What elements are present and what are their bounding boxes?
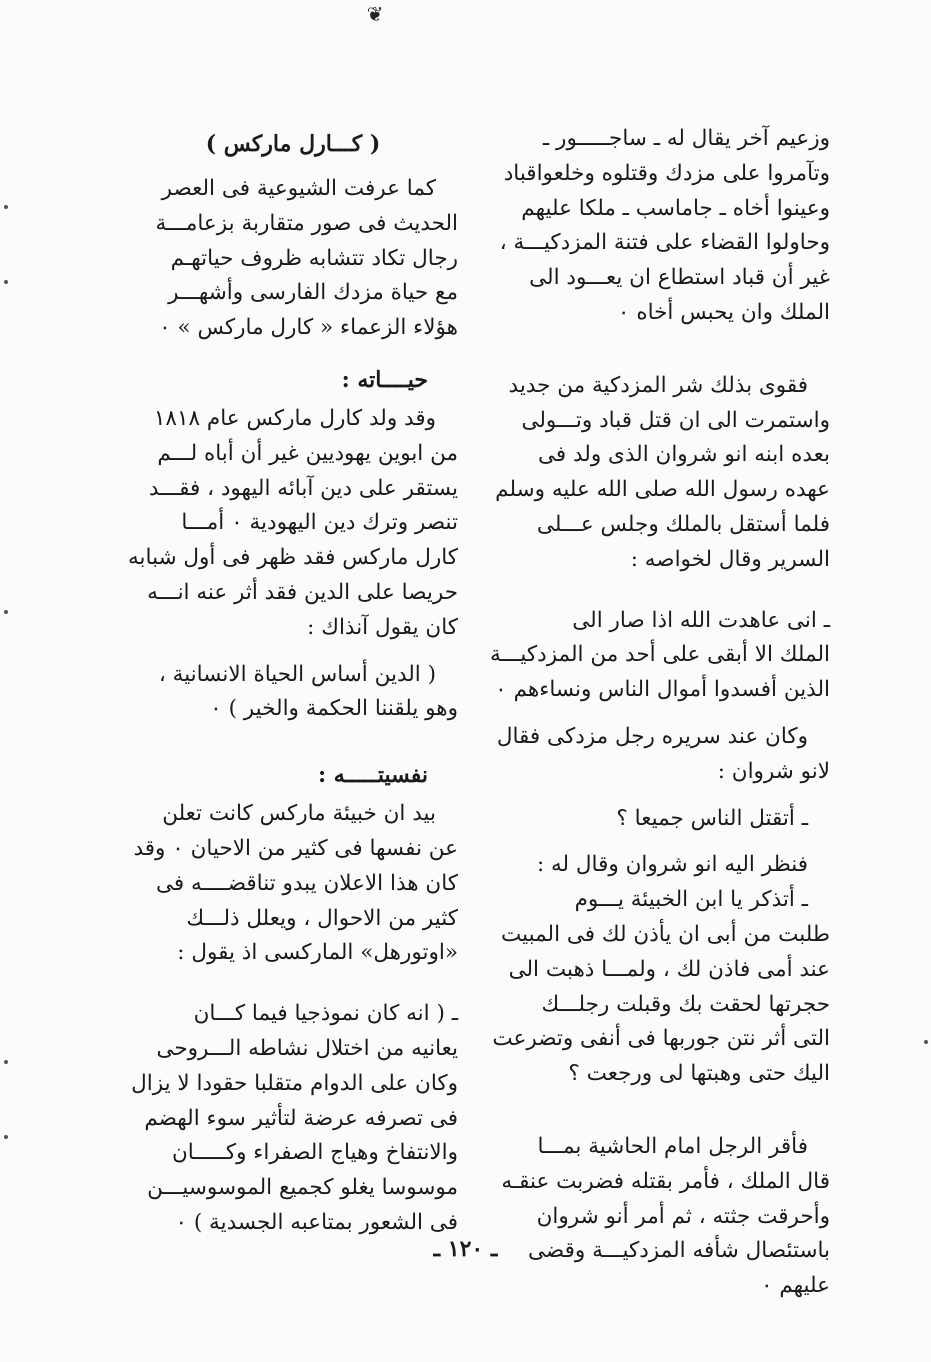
- text-line: بيد ان خبيئة ماركس كانت تعلن: [162, 801, 436, 827]
- text-line: الذين أفسدوا أموال الناس ونساءهم ٠: [495, 677, 830, 703]
- text-line: كثير من الاحوال ، ويعلل ذلـــك: [186, 905, 458, 931]
- text-line: حريصا على الدين فقد أثر عنه انـــه: [147, 579, 458, 605]
- text-line: يعانيه من اختلال نشاطه الـــروحى: [156, 1035, 458, 1061]
- quote: [128, 658, 458, 728]
- text-line: وتآمروا على مزدك وقتلوه وخلعواقباد: [503, 160, 830, 186]
- quote: [128, 997, 458, 1241]
- text-line: يستقر على دين آبائه اليهود ، فقـــد: [148, 475, 458, 501]
- text-line: واستمرت الى ان قتل قباد وتـــولى: [521, 407, 830, 433]
- paragraph: [495, 369, 830, 578]
- text-line: فأقر الرجل امام الحاشية بمـــا: [537, 1133, 808, 1159]
- text-line: ـ انى عاهدت الله اذا صار الى: [572, 607, 830, 633]
- text-line: عليهم ٠: [760, 1273, 830, 1299]
- text-line: الملك الا أبقى على أحد من المزدكيـــة: [489, 642, 830, 668]
- text-line: قال الملك ، فأمر بقتله فضربت عنقـه: [501, 1168, 830, 1194]
- section-heading: حيــــاته :: [341, 366, 428, 393]
- text-line: اليك حتى وهبتها لى ورجعت ؟: [568, 1061, 830, 1087]
- margin-dot: [4, 280, 8, 284]
- text-line: ( الدين أساس الحياة الانسانية ،: [158, 661, 436, 687]
- page-number: ـ ١٢٠ ـ: [433, 1236, 498, 1262]
- text-line: ـ ( انه كان نموذجيا فيما كـــان: [193, 1001, 458, 1027]
- text-line: وقد ولد كارل ماركس عام ١٨١٨: [153, 405, 436, 431]
- paragraph: [128, 172, 458, 346]
- paragraph: [502, 1130, 830, 1304]
- section-heading: نفسيتـــــه :: [318, 762, 428, 789]
- text-line: التى أثر نتن جوربها فى أنفى وتضرعت: [492, 1026, 830, 1052]
- paragraph: [496, 720, 830, 790]
- text-line: رجال تكاد تتشابه ظروف حياتهـم: [170, 245, 458, 271]
- text-line: ـ أتذكر يا ابن الخبيئة يـــوم: [574, 887, 808, 913]
- paragraph: [128, 797, 458, 971]
- margin-dot: [4, 610, 8, 614]
- text-line: كما عرفت الشيوعية فى العصر: [161, 176, 436, 201]
- ornament-icon: ❦: [366, 2, 384, 26]
- text-line: وكان على الدوام متقلبا حقودا لا يزال: [131, 1070, 458, 1096]
- right-column: [489, 122, 830, 1304]
- text-line: هؤلاء الزعماء « كارل ماركس » ٠: [159, 315, 458, 341]
- text-line: عهده رسول الله صلى الله عليه وسلم: [495, 477, 830, 503]
- text-line: الملك وان يحبس أخاه ٠: [617, 299, 830, 325]
- text-line: موسوسا يغلو كجميع الموسوسيـــن: [147, 1175, 458, 1201]
- paragraph: [492, 883, 830, 1092]
- text-line: تنصر وترك دين اليهودية ٠ أمـــا: [181, 510, 458, 536]
- text-line: فى الشعور بمتاعبه الجسدية ) ٠: [175, 1209, 458, 1235]
- text-line: باستئصال شأفه المزدكيـــة وقضى: [528, 1238, 830, 1264]
- text-line: فلما أستقل بالملك وجلس عـــلى: [536, 511, 830, 537]
- text-line: «اوتورهل» الماركسى اذ يقول :: [177, 940, 458, 966]
- text-line: وهو يلقننا الحكمة والخير ) ٠: [210, 696, 458, 722]
- margin-dot: [4, 205, 8, 209]
- paragraph: [499, 122, 830, 331]
- text-line: حجرتها لحقت بك وقبلت رجلـــك: [541, 991, 830, 1017]
- text-line: طلبت من أبى ان يأذن لك فى المبيت: [501, 921, 830, 947]
- text-line: السرير وقال لخواصه :: [630, 546, 830, 572]
- margin-dot: [924, 1040, 928, 1044]
- paragraph: [502, 802, 830, 837]
- paragraph: [489, 604, 830, 708]
- margin-dot: [4, 1060, 8, 1064]
- text-line: لانو شروان :: [717, 758, 830, 784]
- text-line: وكان عند سريره رجل مزدكى فقال: [496, 723, 808, 749]
- text-line: وزعيم آخر يقال له ـ ساجـــــور ـ: [542, 126, 830, 151]
- paragraph: [128, 402, 458, 646]
- text-line: بعده ابنه انو شروان الذى ولد فى: [537, 442, 830, 468]
- left-column: [128, 122, 458, 1241]
- margin-dot: [4, 1135, 8, 1139]
- text-line: كان هذا الاعلان يبدو تناقضــــه فى: [155, 870, 458, 896]
- text-line: كارل ماركس فقد ظهر فى أول شبابه: [128, 545, 458, 571]
- text-line: فنظر اليه انو شروان وقال له :: [536, 852, 808, 878]
- text-line: كان يقول آنذاك :: [307, 614, 458, 640]
- text-line: وحاولوا القضاء على فتنة المزدكيـــة ،: [499, 230, 830, 256]
- text-line: الحديث فى صور متقاربة بزعامـــة: [155, 210, 458, 236]
- text-line: والانتفاخ وهياج الصفراء وكـــــان: [172, 1140, 458, 1166]
- text-line: وعينوا أخاه ـ جاماسب ـ ملكا عليهم: [521, 195, 830, 221]
- section-title: ( كـــارل ماركس ): [205, 131, 381, 157]
- text-line: من ابوين يهوديين غير أن أباه لـــم: [157, 440, 458, 466]
- text-line: وأحرقت جثته ، ثم أمر أنو شروان: [536, 1203, 830, 1229]
- text-line: فقوى بذلك شر المزدكية من جديد: [508, 372, 808, 398]
- text-line: عند أمى فاذن لك ، ولمـــا ذهبت الى: [508, 956, 830, 982]
- text-line: عن نفسها فى كثير من الاحيان ٠ وقد: [133, 835, 458, 861]
- text-line: فى تصرفه عرضة لتأثير سوء الهضم: [144, 1105, 458, 1131]
- text-line: غير أن قباد استطاع ان يعـــود الى: [529, 265, 830, 291]
- text-line: مع حياة مزدك الفارسى وأشهـــر: [168, 280, 458, 306]
- paragraph: [502, 848, 830, 883]
- text-line: ـ أتقتل الناس جميعا ؟: [616, 805, 808, 831]
